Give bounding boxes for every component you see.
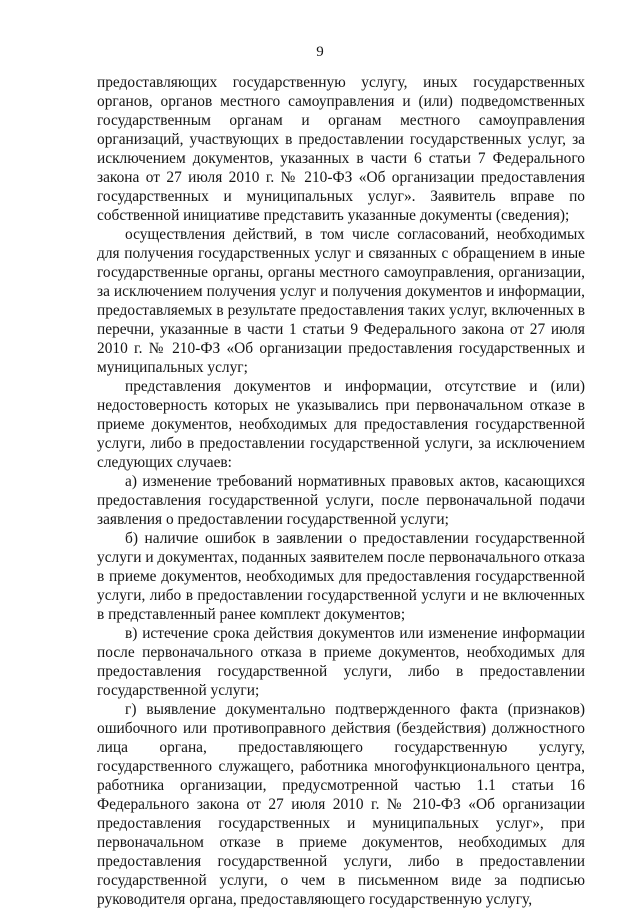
document-body xyxy=(97,73,585,909)
page-number: 9 xyxy=(316,44,324,60)
list-item-b: б) наличие ошибок в заявлении о предоставлении государственной услуги и документах, поданных заявителем после первоначального отказа в приеме документов, необходимых для предоставления государственной услуги, либо в предоставлении государственной услуги и не включенных в представленный ранее комплект документов; xyxy=(97,530,585,623)
list-item-v: в) истечение срока действия документов или изменение информации после первоначального отказа в приеме документов, необходимых для предоставления государственной услуги, либо в предоставлении государственной услуги; xyxy=(97,625,585,699)
list-item-a: а) изменение требований нормативных правовых актов, касающихся предоставления государственной услуги, после первоначальной подачи заявления о предоставлении государственной услуги; xyxy=(97,473,585,528)
paragraph-continuation: предоставляющих государственную услугу, иных государственных органов, органов местного самоуправления и (или) подведомственных государственным органам и органам местного самоуправления организаций, участвующих в предоставлении государственных услуг, за исключением документов, указанных в части 6 статьи 7 Федерального закона от 27 июля 2010 г. № 210-ФЗ «Об организации предоставления государственных и муниципальных услуг». Заявитель вправе по собственной инициативе представить указанные документы (сведения); xyxy=(97,74,585,224)
paragraph-documents: представления документов и информации, отсутствие и (или) недостоверность которых не указывались при первоначальном отказе в приеме документов, необходимых для предоставления государственной услуги, либо в предоставлении государственной услуги, за исключением следующих случаев: xyxy=(97,378,585,471)
list-item-g: г) выявление документально подтвержденного факта (признаков) ошибочного или противоправного действия (бездействия) должностного лица органа, предоставляющего государственную услугу, государственного служащего, работника многофункционального центра, работника организации, предусмотренной частью 1.1 статьи 16 Федерального закона от 27 июля 2010 г. № 210-ФЗ «Об организации предоставления государственных и муниципальных услуг», при первоначальном отказе в приеме документов, необходимых для предоставления государственной услуги, либо в предоставлении государственной услуги, о чем в письменном виде за подписью руководителя органа, предоставляющего государственную услугу, xyxy=(97,701,585,908)
paragraph-actions: осуществления действий, в том числе согласований, необходимых для получения государственных услуг и связанных с обращением в иные государственные органы, органы местного самоуправления, организации, за исключением получения услуг и получения документов и информации, предоставляемых в результате предоставления таких услуг, включенных в перечни, указанные в части 1 статьи 9 Федерального закона от 27 июля 2010 г. № 210-ФЗ «Об организации предоставления государственных и муниципальных услуг; xyxy=(97,226,585,376)
